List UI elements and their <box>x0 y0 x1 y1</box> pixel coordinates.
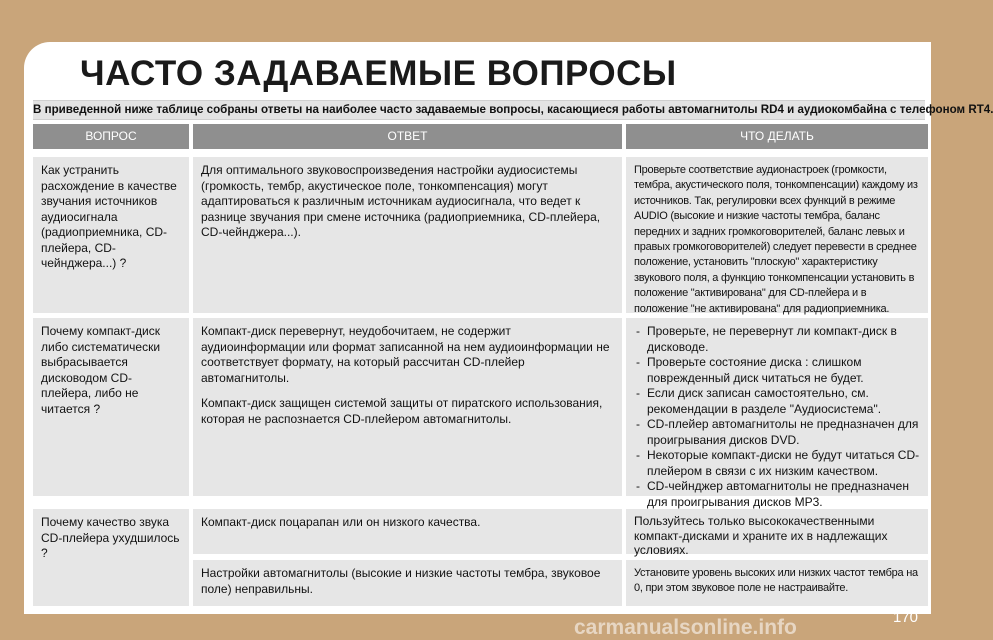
row3-action1: Пользуйтесь только высококачественными компакт-дисками и храните их в надлежащих условиях. <box>626 509 928 554</box>
row2-action-item: - Если диск записан самостоятельно, см. рекомендации в разделе "Аудиосистема". <box>634 386 920 417</box>
header-question: ВОПРОС <box>33 124 189 149</box>
row1-question: Как устранить расхождение в качестве звучания источников аудиосигнала (радиоприемника, CD-плейера, CD-чейнджера...) ? <box>33 157 189 313</box>
row3-question: Почему качество звука CD-плейера ухудшилось ? <box>33 509 189 606</box>
row2-action-item: - CD-плейер автомагнитолы не предназначен для проигрывания дисков DVD. <box>634 417 920 448</box>
row2-action-item: - Некоторые компакт-диски не будут читаться CD-плейером в связи с их низким качеством. <box>634 448 920 479</box>
header-answer: ОТВЕТ <box>193 124 622 149</box>
watermark: carmanualsonline.info <box>574 616 797 639</box>
row2-action-item: - CD-чейнджер автомагнитолы не предназначен для проигрывания дисков MP3. <box>634 479 920 510</box>
row3-action2: Установите уровень высоких или низких частот тембра на 0, при этом звуковое поле не настраивайте. <box>626 560 928 606</box>
row2-answer <box>193 318 622 496</box>
page-title: ЧАСТО ЗАДАВАЕМЫЕ ВОПРОСЫ <box>80 54 677 93</box>
row3-answer1: Компакт-диск поцарапан или он низкого качества. <box>193 509 622 554</box>
row2-action <box>626 318 928 509</box>
page-subtitle: В приведенной ниже таблице собраны ответы на наиболее часто задаваемые вопросы, касающиеся работы автомагнитолы RD4 и аудиокомбайна с телефоном RT4. <box>33 100 925 120</box>
row2-action-list <box>634 324 920 510</box>
row2-answer-part1: Компакт-диск перевернут, неудобочитаем, не содержит аудиоинформации или формат записанной на нем аудиоинформации не соответствует формату, на который рассчитан CD-плейер автомагнитолы. <box>201 324 610 385</box>
row2-answer-part2: Компакт-диск защищен системой защиты от пиратского использования, которая не распознается CD-плейером автомагнитолы. <box>201 396 603 426</box>
row2-question: Почему компакт-диск либо систематически выбрасывается дисководом CD-плейера, либо не читается ? <box>33 318 189 496</box>
row1-answer: Для оптимального звуковоспроизведения настройки аудиосистемы (громкость, тембр, акустическое поле, тонкомпенсация) могут адаптироваться к различным источникам аудиосигнала, что ведет к разнице звучания при смене источника (радиоприемника, CD-плейера, CD-чейнджера...). <box>193 157 622 313</box>
row1-action: Проверьте соответствие аудионастроек (громкости, тембра, акустического поля, тонкомпенсации) каждому из источников. Так, регулировки всех функций в режиме AUDIO (высокие и низкие частоты тембра, баланс передних и задних громкоговорителей, баланс левых и правых громкоговорителей) следует перевести в среднее положение, установить "плоскую" характеристику звукового поля, а функцию тонкомпенсации установить в положение "активирована" для CD-плейера и в положение "не активирована" для радиоприемника. <box>626 157 928 313</box>
row2-action-item: - Проверьте состояние диска : слишком поврежденный диск читаться не будет. <box>634 355 920 386</box>
row3-answer2: Настройки автомагнитолы (высокие и низкие частоты тембра, звуковое поле) неправильны. <box>193 560 622 606</box>
page-number: 170 <box>893 609 919 626</box>
header-action: ЧТО ДЕЛАТЬ <box>626 124 928 149</box>
row2-action-item: - Проверьте, не перевернут ли компакт-диск в дисководе. <box>634 324 920 355</box>
